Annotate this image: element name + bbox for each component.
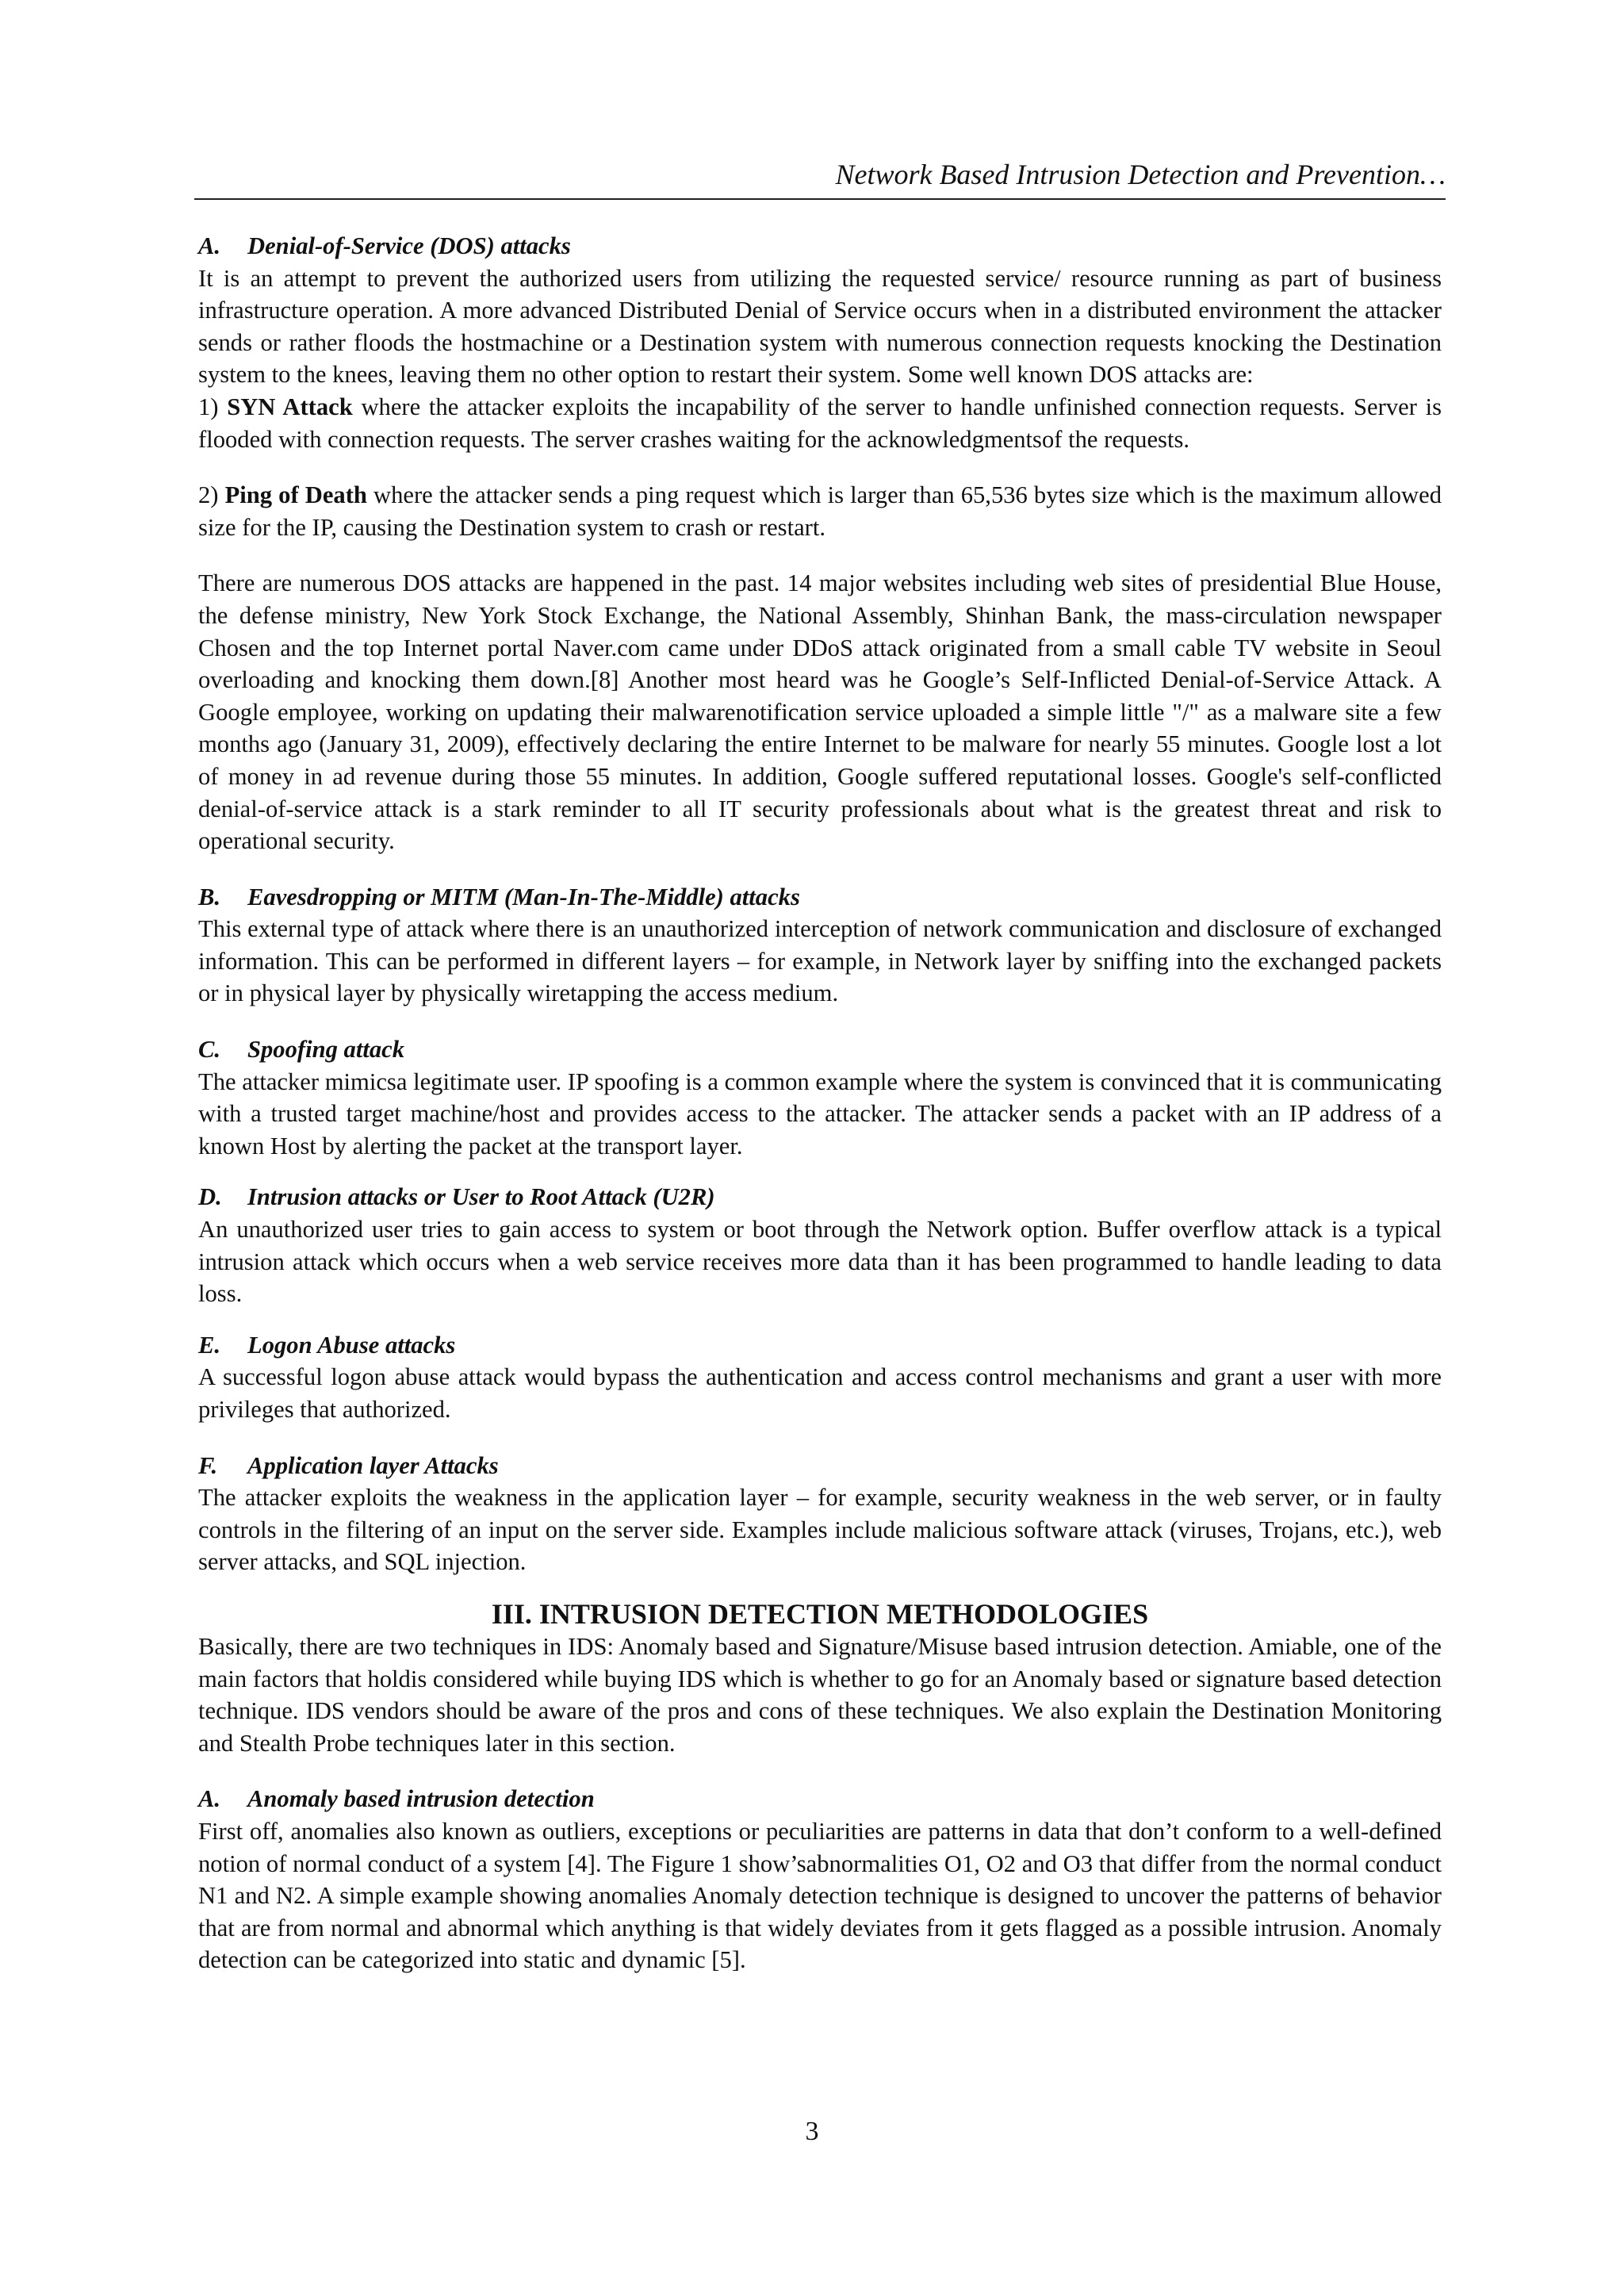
section-heading-u2r: D. Intrusion attacks or User to Root Attack (U2R) (198, 1183, 715, 1211)
paragraph-syn-attack: 1) SYN Attack where the attacker exploits the incapability of the server to handle unfinished connection requests. Server is flooded with connection requests. The server crashes waiting for the acknowledgmentsof the requests. (198, 393, 1442, 453)
paragraph-u2r: An unauthorized user tries to gain access to system or boot through the Network option. Buffer overflow attack is a typical intrusion attack which occurs when a web service receives more data than it has been programmed to handle leading to data loss. (198, 1216, 1442, 1308)
paragraph-mitm: This external type of attack where there is an unauthorized interception of network communication and disclosure of exchanged information. This can be performed in different layers – for example, in Network layer by sniffing into the exchanged packets or in physical layer by physically wiretapping the access medium. (198, 915, 1442, 1007)
paragraph-dos-history: There are numerous DOS attacks are happened in the past. 14 major websites including web sites of presidential Blue House, the defense ministry, New York Stock Exchange, the National Assembly, Shinhan Bank, the mass-circulation newspaper Chosen and the top Internet portal Naver.com came under DDoS attack originated from a small cable TV website in Seoul overloading and knocking them down.[8] Another most heard was he Google’s Self-Inflicted Denial-of-Service Attack. A Google employee, working on updating their malwarenotification service uploaded a simple little "/" as a malware site a few months ago (January 31, 2009), effectively declaring the entire Internet to be malware for nearly 55 minutes. Google lost a lot of money in ad revenue during those 55 minutes. In addition, Google suffered reputational losses. Google's self-conflicted denial-of-service attack is a stark reminder to all IT security professionals about what is the greatest threat and risk to operational security. (198, 569, 1442, 855)
section-heading-logon-abuse: E. Logon Abuse attacks (198, 1331, 456, 1359)
section-heading-anomaly: A. Anomaly based intrusion detection (198, 1785, 595, 1813)
section-heading-application-layer: F. Application layer Attacks (198, 1451, 499, 1479)
paragraph-methodologies: Basically, there are two techniques in IDS: Anomaly based and Signature/Misuse based intrusion detection. Amiable, one of the main factors that holdis considered while buying IDS which is whether to go for an Anomaly based or signature based detection technique. IDS vendors should be aware of the pros and cons of these techniques. We also explain the Destination Monitoring and Stealth Probe techniques later in this section. (198, 1632, 1442, 1757)
paragraph-anomaly: First off, anomalies also known as outliers, exceptions or peculiarities are patterns in data that don’t conform to a well-defined notion of normal conduct of a system [4]. The Figure 1 show’sabnormalities O1, O2 and O3 that differ from the normal conduct N1 and N2. A simple example showing anomalies Anomaly detection technique is designed to uncover the patterns of behavior that are from normal and abnormal which anything is that widely deviates from it gets flagged as a possible intrusion. Anomaly detection can be categorized into static and dynamic [5]. (198, 1817, 1442, 1974)
paragraph-spoofing: The attacker mimicsa legitimate user. IP spoofing is a common example where the system is convinced that it is communicating with a trusted target machine/host and provides access to the attacker. The attacker sends a packet with an IP address of a known Host by alerting the packet at the transport layer. (198, 1068, 1442, 1159)
term-syn-attack: SYN Attack (227, 393, 353, 420)
running-header: Network Based Intrusion Detection and Prevention… (194, 155, 1446, 200)
paragraph-ping-of-death: 2) Ping of Death where the attacker sends a ping request which is larger than 65,536 bytes size which is the maximum allowed size for the IP, causing the Destination system to crash or restart. (198, 481, 1442, 541)
page-number: 3 (805, 2117, 819, 2146)
section-heading-spoofing: C. Spoofing attack (198, 1036, 405, 1064)
chapter-heading-methodologies: III. INTRUSION DETECTION METHODOLOGIES (491, 1597, 1149, 1630)
term-ping-of-death: Ping of Death (224, 481, 367, 509)
page-body (198, 230, 1442, 1976)
paragraph-logon-abuse: A successful logon abuse attack would bypass the authentication and access control mechanisms and grant a user with more privileges that authorized. (198, 1363, 1442, 1423)
section-heading-dos: A. Denial-of-Service (DOS) attacks (198, 232, 571, 259)
paragraph-dos-intro: It is an attempt to prevent the authorized users from utilizing the requested service/ resource running as part of business infrastructure operation. A more advanced Distributed Denial of Service occurs when in a distributed environment the attacker sends or rather floods the hostmachine or a Destination system with numerous connection requests knocking the Destination system to the knees, leaving them no other option to restart their system. Some well known DOS attacks are: (198, 264, 1442, 389)
section-heading-mitm: B. Eavesdropping or MITM (Man-In-The-Middle) attacks (198, 883, 800, 910)
paragraph-application-layer: The attacker exploits the weakness in the application layer – for example, security weakness in the web server, or in faulty controls in the filtering of an input on the server side. Examples include malicious software attack (viruses, Trojans, etc.), web server attacks, and SQL injection. (198, 1484, 1442, 1576)
